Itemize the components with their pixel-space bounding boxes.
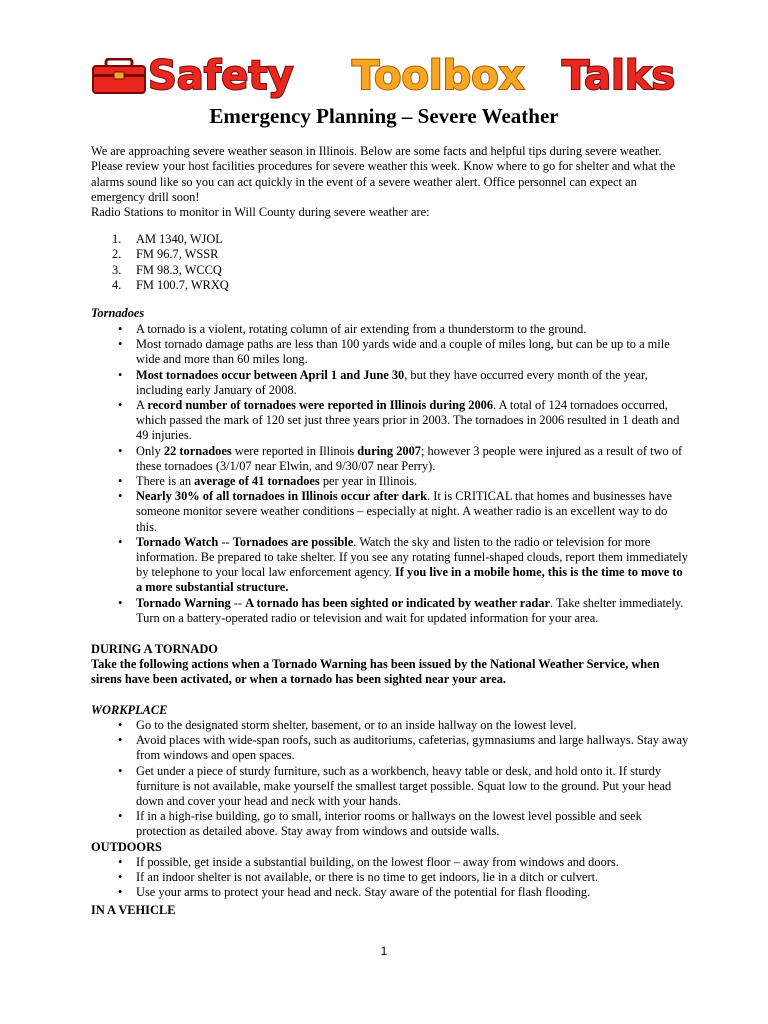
bullet-text: . A total of 124 tornadoes occurred, which passed the mark of 120 set just three years prior in 2003. The tornadoes in 2006 resulted in 1 death and 49 injuries. <box>136 398 680 443</box>
bullet-text: . It is CRITICAL that homes and businesses have someone monitor severe weather conditions – especially at night. A weather radio is an excellent way to do this. <box>136 489 672 534</box>
bullet-text: There is an <box>136 474 195 489</box>
list-item <box>91 398 691 444</box>
bullet-text: -- <box>230 595 246 610</box>
radio-station-list <box>91 232 229 294</box>
bullet-bold-text: record number of tornadoes were reported in Illinois during 2006 <box>147 398 494 413</box>
bullet-text: were reported in Illinois <box>231 443 358 458</box>
tornado-facts-list <box>91 322 691 626</box>
list-number: 4. <box>112 278 122 293</box>
bullet-icon: • <box>118 885 123 900</box>
bullet-bold-text: Tornado Warning <box>136 595 231 610</box>
list-item <box>91 733 691 763</box>
list-item <box>91 764 691 810</box>
bullet-icon: • <box>118 809 123 824</box>
logo-word-talks: Talks <box>562 53 676 99</box>
bullet-bold-text: during 2007 <box>357 443 421 458</box>
outdoors-list <box>91 855 691 901</box>
document-title: Emergency Planning – Severe Weather <box>209 104 559 128</box>
bullet-text: -- <box>218 534 233 549</box>
outdoors-heading: OUTDOORS <box>91 840 162 854</box>
list-item <box>91 809 691 839</box>
logo-word-safety: Safety <box>148 53 294 99</box>
list-item <box>91 718 691 733</box>
station-text: FM 100.7, WRXQ <box>136 278 229 293</box>
bullet-icon: • <box>118 870 123 885</box>
list-item <box>91 885 691 900</box>
list-item <box>91 474 691 489</box>
list-item <box>91 322 691 337</box>
bullet-text: Go to the designated storm shelter, basement, or to an inside hallway on the lowest level. <box>136 718 577 732</box>
bullet-icon: • <box>118 443 123 458</box>
bullet-icon: • <box>118 398 123 413</box>
bullet-text: Only <box>136 443 164 458</box>
list-item <box>91 263 229 278</box>
workplace-heading: WORKPLACE <box>91 703 168 717</box>
list-number: 3. <box>112 262 122 277</box>
bullet-text: . Take shelter immediately. Turn on a battery-operated radio or television and wait for updated information for your area. <box>136 595 684 625</box>
bullet-icon: • <box>118 322 123 336</box>
bullet-icon: • <box>118 733 123 748</box>
bullet-icon: • <box>118 595 123 610</box>
list-item <box>91 337 691 367</box>
during-tornado-text: Take the following actions when a Tornado Warning has been issued by the National Weather Service, when sirens have been activated, or when a tornado has been sighted near your area. <box>91 657 660 687</box>
bullet-text: per year in Illinois. <box>319 474 418 489</box>
list-item <box>91 855 691 870</box>
bullet-icon: • <box>118 474 123 489</box>
bullet-bold-text: Tornadoes are possible <box>232 534 354 549</box>
list-item <box>91 444 691 474</box>
bullet-text: , but they have occurred every month of the year, including early January of 2008. <box>136 367 648 397</box>
toolbox-icon <box>92 58 146 94</box>
list-item <box>91 535 691 596</box>
station-text: AM 1340, WJOL <box>136 232 223 246</box>
page-number: 1 <box>380 944 388 958</box>
list-number: 2. <box>112 247 122 262</box>
list-item <box>91 247 229 262</box>
bullet-icon: • <box>118 718 123 732</box>
workplace-list <box>91 718 691 840</box>
list-item <box>91 232 229 247</box>
intro-paragraph: We are approaching severe weather season in Illinois. Below are some facts and helpful tips during severe weather. Please review your host facilities procedures for severe weather this week. Know where to go for shelter and what the alarms sound like so you can act quickly in the event of a severe weather alert. Office personnel can expect an emergency drill soon! <box>91 144 676 204</box>
bullet-text: Avoid places with wide-span roofs, such as auditoriums, cafeterias, gymnasiums and large hallways. Stay away from windows and open spaces. <box>136 733 689 763</box>
bullet-text: A <box>136 398 148 413</box>
bullet-icon: • <box>118 855 123 869</box>
bullet-text: . Watch the sky and listen to the radio or television for more information. Be prepared to take shelter. If you see any rotating funnel-shaped clouds, report them immediately by telephone to your local law enforcement agency. <box>136 534 688 580</box>
bullet-icon: • <box>118 337 123 352</box>
bullet-bold-text: Nearly 30% of all tornadoes in Illinois occur after dark <box>136 489 428 504</box>
bullet-icon: • <box>118 367 123 382</box>
bullet-bold-text: average of 41 tornadoes <box>194 474 320 489</box>
safety-toolbox-talks-logo <box>92 54 682 98</box>
list-number: 1. <box>112 232 122 246</box>
bullet-text: Get under a piece of sturdy furniture, such as a workbench, heavy table or desk, and hold onto it. If sturdy furniture is not available, make yourself the smallest target possible. Squat low to the ground. Put your head down and cover your head and neck with your hands. <box>136 763 672 809</box>
station-text: FM 96.7, WSSR <box>136 247 219 262</box>
list-item <box>91 278 229 293</box>
bullet-bold-text: Tornado Watch <box>136 534 219 549</box>
bullet-bold-text: A tornado has been sighted or indicated by weather radar <box>245 595 551 610</box>
logo-word-toolbox: Toolbox <box>352 53 525 99</box>
bullet-text: A tornado is a violent, rotating column of air extending from a thunderstorm to the ground. <box>136 322 587 336</box>
station-text: FM 98.3, WCCQ <box>136 262 222 277</box>
bullet-icon: • <box>118 763 123 778</box>
bullet-text: If possible, get inside a substantial building, on the lowest floor – away from windows and doors. <box>136 855 619 869</box>
in-a-vehicle-heading: IN A VEHICLE <box>91 903 176 917</box>
bullet-bold-text: Most tornadoes occur between April 1 and June 30 <box>136 367 405 382</box>
list-item <box>91 870 691 885</box>
list-item <box>91 596 691 626</box>
during-tornado-heading: DURING A TORNADO <box>91 642 218 656</box>
radio-intro: Radio Stations to monitor in Will County during severe weather are: <box>91 205 430 219</box>
bullet-icon: • <box>118 489 123 504</box>
bullet-bold-text: 22 tornadoes <box>163 443 232 458</box>
bullet-text: Most tornado damage paths are less than 100 yards wide and a couple of miles long, but can be up to a mile wide and more than 60 miles long. <box>136 337 670 367</box>
list-item <box>91 368 691 398</box>
bullet-text: If in a high-rise building, go to small, interior rooms or hallways on the lowest level possible and seek protection as detailed above. Stay away from windows and outside walls. <box>136 809 642 839</box>
bullet-icon: • <box>118 534 123 549</box>
bullet-text: ; however 3 people were injured as a result of two of these tornadoes (3/1/07 near Elwin, and 9/30/07 near Perry). <box>136 443 683 473</box>
list-item <box>91 489 691 535</box>
bullet-text: If an indoor shelter is not available, or there is no time to get indoors, lie in a ditch or culvert. <box>136 870 599 885</box>
tornadoes-heading: Tornadoes <box>91 306 145 320</box>
bullet-text: Use your arms to protect your head and neck. Stay aware of the potential for flash flooding. <box>136 885 591 900</box>
bullet-bold-text: If you live in a mobile home, this is the time to move to a more substantial structure. <box>136 565 683 595</box>
